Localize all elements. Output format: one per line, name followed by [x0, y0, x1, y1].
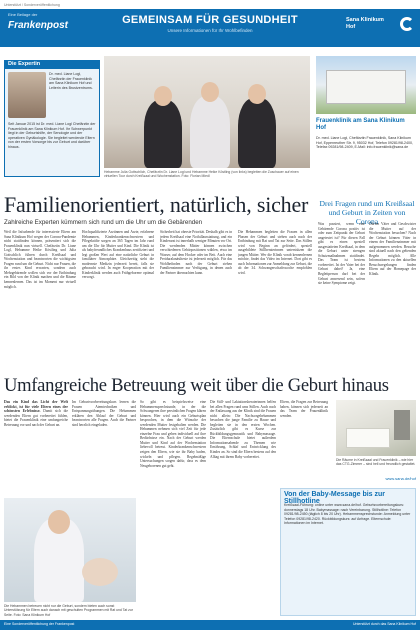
website-link[interactable]: www.sana.de/hof: [385, 476, 416, 481]
footer-right-text: Unterstützt durch das Sana Klinikum Hof: [352, 622, 416, 626]
face-left: [154, 86, 172, 106]
person-left: [144, 100, 182, 168]
room-monitor: [394, 410, 410, 440]
article2-column-3: So gibt es beispielsweise eine Hebammensprechstunde, in der die Schwangeren ihre persönlichen Fragen klären können. Hier wird auch ein Geburtsplan besprochen, in dem die Wünsche der werdenden Mutter festgehalten werden. Die Hebammen nehmen sich viel Zeit für jede einzelne Frau und gehen individuell auf ihre Bedürfnisse ein. Nach der Geburt werden Mutter und Kind auf der Wochenstation liebevoll betreut. Kinderkrankenschwestern zeigen den Eltern, wie sie ihr Baby baden, wickeln und pflegen. Regelmäßige Untersuchungen sorgen dafür, dass es dem Neugeborenen gut geht.: [140, 400, 206, 468]
baby-figure: [82, 558, 118, 586]
service-body: Kreißsaal-Führung: online unter www.sana.de/hof. Geburtsvorbereitungskurs: donnerstags 18 Uhr. Babymassage: nach Vereinbarung. Stillhotline: Telefon 09281/98-2450 (täglich 8 bis 20 Uhr). Hebammensprechstunde: Anmeldung unter Telefon 09281/98-2420. Rückbildungskurs: auf Anfrage. Elternschule: Informationen im Internet.: [284, 503, 411, 525]
article2-column-1-text: Damit sich die werdenden Eltern gut vorbereitet fühlen, bietet die Frauenklinik eine umfangreiche Betreuung vor und nach der Geburt an.: [4, 409, 68, 427]
article1-column-4: Die Hebammen begleiten die Frauen in allen Phasen der Geburt und stehen auch nach der Entbindung mit Rat und Tat zur Seite. Das Stillen wird von Beginn an gefördert, speziell ausgebildete Stillberaterinnen unterstützen die jungen Mütter. Wer die Klinik vorab kennenlernen möchte, findet das Video im Internet. Dort gibt es auch Informationen zur Anmeldung zur Geburt, die ab der 34. Schwangerschaftswoche empfohlen wird.: [238, 230, 312, 275]
service-title: Von der Baby-Message bis zur Stillhotline: [284, 491, 386, 505]
clinic-logo-line-1: Sana Klinikum: [346, 17, 384, 23]
headline-second: Umfangreiche Betreuung weit über die Geburt hinaus: [4, 375, 389, 396]
banner-subtitle: Unsere Informationen für Ihr Wohlbefinden: [167, 28, 253, 33]
headline-main: Familienorientiert, natürlich, sicher: [4, 192, 309, 217]
nurse-face: [48, 510, 70, 534]
corona-article-column-2: Dürfen Väter und Geschwister die Mutter auf der Wochenstation besuchen? Nach der Geburt können Väter in einem der Familienzimmer mit aufgenommen werden. Besuche sind aktuell nach den geltenden Regeln möglich. Alle Informationen zu den aktuellen Besuchsregelungen finden Eltern auf der Homepage der Klinik.: [369, 222, 416, 277]
article2-lead: Das ein Kind das Licht der Welt erblickt, ist für viele Eltern eines der schönsten Erlebnisse.: [4, 400, 68, 414]
sidebar-heading: Frauenklinik am Sana Klinikum Hof: [316, 118, 405, 131]
nurse-photo-caption: Die Hebammen betreuen nicht nur die Geburt, sondern bieten auch sonst Unterstützung für Eltern auch danach mit geschulten Programmen mit Rat und Tat zur Seite. Foto: Sana Klinikum Hof: [4, 604, 133, 617]
article2-column-4: Die Still- und Laktationsberaterinnen helfen bei allen Fragen rund ums Stillen. Auch nach der Entlassung aus der Klinik sind die Frauen nicht allein: Die Nachsorgehebammen besuchen die junge Familie zu Hause und begleiten sie in den ersten Wochen. Zusätzlich gibt es Kurse zur Rückbildungsgymnastik und Babymassage. Die Elternschule bietet außerdem Informationsabende zu Themen wie Ernährung, Schlaf und Entwicklung des Kindes an. So sind die Eltern bestens auf den Alltag mit ihrem Baby vorbereitet.: [210, 400, 276, 459]
clinic-logo-text: [346, 17, 384, 31]
person-middle: [190, 96, 230, 168]
sana-logo-icon: [400, 17, 414, 31]
article2-column-5: Eltern, die Fragen zur Betreuung haben, können sich jederzeit an das Team der Frauenklinik wenden.: [280, 400, 328, 418]
nurse-photo: [4, 498, 136, 602]
person-right: [238, 98, 276, 168]
expert-side-text: Dr. med. Liane Logl, Chefärztin der Frauenklinik am Sana Klinikum Hof und Leiterin des Brustzentrums.: [49, 72, 93, 90]
room-bed: [346, 428, 390, 448]
ctg-room-photo: [336, 400, 416, 456]
brand-kicker: Eine Beilage der: [8, 12, 38, 17]
expert-body-text: Seit Januar 2015 ist Dr. med. Liane Logl Chefärztin der Frauenklinik am Sana Klinikum Hof. Ihr Schwerpunkt liegt in der Geburtshilfe, der Senologie und der operativen Gynäkologie. Sie begleitet werdende Eltern von der ersten Vorsorge bis zur Geburt und darüber hinaus.: [8, 122, 96, 149]
article2-column-1: [4, 400, 68, 496]
clinic-building: [326, 70, 406, 104]
photo-caption: Hebamme Julia Gottschlich, Chefärztin Dr. Liane Logl und Hebamme Heike Köstling (von links) begleiten die Zuschauer auf einen virtuellen Tour durch Kreißsaal und Wochenstation. Foto: Florian Miedl: [104, 170, 299, 179]
staff-photo: [104, 56, 310, 168]
corona-article-column-1: Was passiert, wenn eine Gebärende Corona positiv ist oder zum Zeitpunkt der Geburt ungetestet ist? Für diesen Fall gibt es einen speziell ausgestatteten Kreißsaal, in dem die Geburt unter strengen Schutzmaßnahmen stattfindet. Das Team ist bestens vorbereitet. Ist der Vater bei der Geburt dabei? Ja, eine Begleitperson darf bei der Geburt anwesend sein, sofern sie keine Symptome zeigt.: [318, 222, 365, 286]
article2-column-2: Im Geburtsvorbereitungskurs lernen die Frauen Atemtechniken und Entspannungsübungen. Die Hebammen erklären den Ablauf der Geburt und beantworten alle Fragen. Auch die Partner sind herzlich eingeladen.: [72, 400, 136, 427]
banner-title: GEMEINSAM FÜR GESUNDHEIT: [122, 14, 298, 26]
article1-column-3: Sicherheit hat oberste Priorität. Deshalb gibt es in jedem Kreißsaal eine Notfallausstattung, und ein Kinderarzt ist innerhalb weniger Minuten vor Ort. Die werdenden Mütter können zwischen verschiedenen Gebärpositionen wählen, etwa im Wasser, auf dem Hocker oder im Bett. Auch eine Periduralanästhesie ist jederzeit möglich. Für das Wohlbefinden nach der Geburt stehen Familienzimmer zur Verfügung, in denen auch der Partner übernachten kann.: [160, 230, 232, 275]
room-photo-caption: Die Räume in Kreißsaal und Frauenklinik – wie hier das CTG-Zimmer – sind hell und freundlich gestaltet.: [336, 458, 416, 467]
expert-heading: Die Expertin: [4, 60, 100, 69]
top-line: Unterstützt / Sonderveröffentlichung: [4, 3, 60, 7]
clinic-logo-line-2: Hof: [346, 24, 356, 30]
subline-main: Zahlreiche Experten kümmern sich rund um die Uhr um die Gebärenden: [4, 219, 203, 226]
sidebar-contact: Dr. med. Liane Logl, Chefärztin Frauenklinik, Sana Klinikum Hof, Eppenreuther Str. 9, 95032 Hof, Telefon 09281/98-2400, Telefax 09281/98-2409, E-Mail: info.frauenklinik@sana.de: [316, 136, 414, 150]
face-middle: [201, 82, 219, 102]
article1-column-1: Weil die Infoabende für interessierte Eltern am Sana Klinikum Hof wegen der Corona-Pandemie nicht stattfinden können, präsentiert sich die Frauenklinik nun virtuell. Chefärztin Dr. Liane Logl, Hebamme Heike Köstling und Julia Gottschlich führen durch Kreißsaal und Wochenstation und beantworten die wichtigsten Fragen rund um die Geburt. Nicht nur Frauen, die ihr erstes Kind erwarten, sondern auch Mehrgebärende wollen sich vor der Entbindung ein Bild von der Klinik machen und die Räume kennenlernen. Das ist im Moment nur virtuell möglich.: [4, 230, 76, 289]
brand-logo: Frankenpost: [8, 20, 69, 31]
expert-portrait: [8, 72, 46, 118]
footer-left-text: Eine Sonderveröffentlichung der Frankenpost: [4, 622, 75, 626]
article1-column-2: Hochqualifizierte Ärztinnen und Ärzte, erfahrene Hebammen, Kinderkrankenschwestern und Pflegekräfte sorgen an 365 Tagen im Jahr rund um die Uhr für Mutter und Kind. Die Klinik ist als babyfreundliches Krankenhaus zertifiziert und legt großen Wert auf eine natürliche Geburt in familiärer Atmosphäre. Gleichzeitig steht die modernste Medizin jederzeit bereit, falls sie gebraucht wird. In enger Kooperation mit der Kinderklinik werden auch Frühgeborene optimal versorgt.: [82, 230, 154, 280]
face-right: [248, 84, 266, 104]
corona-article-title: Drei Fragen rund um Kreißsaal und Geburt in Zeiten von Corona: [319, 199, 415, 226]
